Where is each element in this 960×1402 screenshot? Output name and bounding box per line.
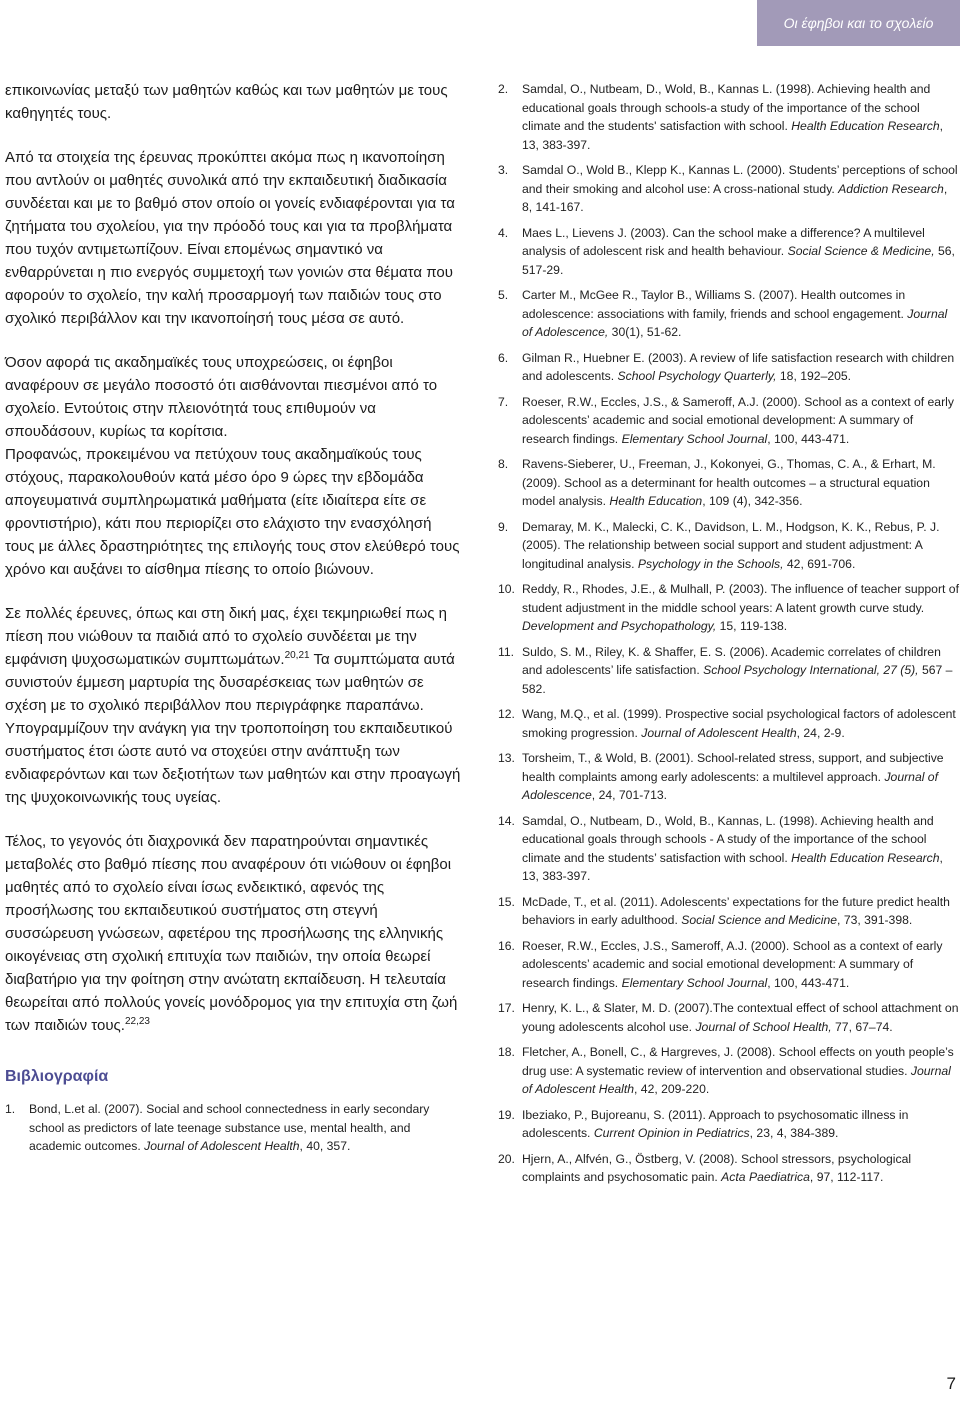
reference-number: 5. — [498, 288, 509, 302]
reference-body: Henry, K. L., & Slater, M. D. (2007).The contextual effect of school attachment on young adolescents alcohol use. — [522, 1001, 959, 1034]
reference-body: Roeser, R.W., Eccles, J.S., & Sameroff, A.J. (2000). School as a context of early adolescents’ academic and social emotional development: A summary of research findings. — [522, 394, 954, 446]
reference-number: 13. — [498, 751, 515, 765]
reference-body: Samdal, O., Nutbeam, D., Wold, B., Kannas L. (1998). Achieving health and educational goals through schools-a study of the importance of the school climate and the students' satisfaction with school. — [522, 82, 931, 133]
reference-tail: , 24, 701-713. — [591, 788, 668, 802]
reference-number: 8. — [498, 457, 509, 471]
reference-journal: Elementary School Journal — [621, 975, 768, 990]
reference-tail: , 97, 112-117. — [809, 1170, 884, 1184]
reference-number: 18. — [498, 1045, 515, 1059]
body-paragraph — [5, 830, 463, 1037]
reference-text — [522, 518, 960, 574]
reference-text — [522, 705, 960, 742]
reference-text — [522, 286, 960, 342]
reference-text — [522, 1150, 960, 1187]
citation-superscript: 22,23 — [124, 1016, 150, 1027]
reference-journal: School Psychology Quarterly, — [617, 369, 777, 383]
reference-item — [5, 1100, 463, 1156]
reference-body: Bond, L.et al. (2007). Social and school connectedness in early secondary school as predictors of late teenage substance use, mental health, and academic outcomes. — [29, 1102, 430, 1153]
reference-text — [522, 349, 960, 386]
reference-tail: , 109 (4), 342-356. — [702, 494, 803, 508]
reference-item — [498, 999, 960, 1036]
reference-journal: Health Education Research — [791, 119, 940, 133]
reference-item — [498, 455, 960, 511]
body-text: Τα συμπτώματα αυτά συνιστούν έμμεση μαρτυρία της δυσαρέσκειας των μαθητών σε σχέση με το σχολικό περιβάλλον που περιγράφηκε παραπάνω. Υπογραμμίζουν την ανάγκη για την τροποποίηση του εκπαιδευτικού συστήματος έτσι ώστε αυτό να στοχεύει στην ανάπτυξη των ενδιαφερόντων και των δεξιοτήτων των μαθητών και στην προαγωγή της ψυχοκοινωνικής τους υγείας. — [5, 651, 461, 806]
reference-body: Ibeziako, P., Bujoreanu, S. (2011). Approach to psychosomatic illness in adolescents. — [522, 1107, 909, 1140]
reference-tail: 15, 119-138. — [716, 619, 788, 633]
reference-body: Samdal O., Wold B., Klepp K., Kannas L. (2000). Students’ perceptions of school and their smoking and alcohol use: A cross-national study. — [522, 163, 958, 196]
reference-body: Torsheim, T., & Wold, B. (2001). School-related stress, support, and subjective health complaints among early adolescents: a multilevel approach. — [522, 751, 944, 784]
citation-superscript: 20,21 — [284, 650, 310, 661]
reference-tail: , 100, 443-471. — [767, 975, 850, 990]
reference-text — [522, 1043, 960, 1099]
reference-journal: Psychology in the Schools, — [637, 556, 784, 571]
reference-journal: Health Education — [609, 494, 703, 508]
reference-tail: , 13, 383-397. — [522, 119, 944, 152]
reference-tail: , 73, 391-398. — [837, 913, 913, 927]
reference-item — [498, 1043, 960, 1099]
reference-journal: Health Education Research — [791, 850, 940, 865]
reference-body: Gilman R., Huebner E. (2003). A review of life satisfaction research with children and adolescents. — [522, 350, 955, 383]
reference-item — [498, 518, 960, 574]
reference-number: 3. — [498, 163, 509, 177]
reference-item — [498, 80, 960, 154]
reference-journal: Journal of Adolescence — [522, 769, 938, 802]
reference-journal: Development and Psychopathology, — [522, 619, 717, 633]
reference-journal: Social Science and Medicine — [681, 913, 838, 927]
reference-item — [498, 349, 960, 386]
left-column — [5, 79, 463, 1156]
body-text: Τέλος, το γεγονός ότι διαχρονικά δεν παρατηρούνται σημαντικές μεταβολές στο βαθμό πίεσης που αναφέρουν ότι νιώθουν οι έφηβοι μαθητές από το σχολείο είναι ίσως ενδεικτικό, αφενός της προσήλωσης του εκπαιδευτικού συστήματος στη στεγνή συσσώρευση γνώσεων, αφετέρου της προσήλωσης της ελληνικής οικογένειας στη σχολική επιτυχία των παιδιών, την οποία θεωρεί διαβατήριο για την φοίτηση στην ανώτατη εκπαίδευση. Η τελευταία θεωρείται από πολλούς γονείς μονόδρομος για την επιτυχία στη ζωή των παιδιών τους. — [5, 833, 458, 1034]
reference-journal: Journal of Adolescent Health — [641, 725, 797, 740]
reference-number: 15. — [498, 894, 515, 909]
reference-number: 20. — [498, 1151, 515, 1166]
reference-tail: 77, 67–74. — [831, 1019, 893, 1034]
reference-number: 17. — [498, 1001, 515, 1015]
reference-journal: Acta Paediatrica — [721, 1170, 810, 1184]
reference-number: 1. — [5, 1102, 16, 1116]
reference-list — [498, 80, 960, 1187]
reference-number: 12. — [498, 707, 515, 721]
reference-tail: , 13, 383-397. — [522, 850, 943, 883]
reference-journal: Journal of Adolescence, — [522, 306, 948, 339]
reference-item — [498, 893, 960, 930]
reference-number: 14. — [498, 813, 515, 828]
reference-text — [522, 224, 960, 280]
reference-journal: Journal of Adolescent Health — [522, 1063, 951, 1096]
reference-item — [498, 393, 960, 449]
reference-journal: Elementary School Journal — [621, 431, 768, 446]
running-header-title: Οι έφηβοι και το σχολείο — [783, 15, 934, 31]
reference-text — [522, 1106, 960, 1143]
reference-text — [522, 455, 960, 511]
reference-tail: 18, 192–205. — [776, 369, 852, 383]
reference-body: Hjern, A., Alfvén, G., Östberg, V. (2008). School stressors, psychological complaints and psychosomatic pain. — [522, 1151, 912, 1184]
reference-text — [522, 749, 960, 805]
reference-tail: 42, 691-706. — [783, 556, 856, 571]
reference-text — [522, 580, 960, 636]
reference-body: Demaray, M. K., Malecki, C. K., Davidson, L. M., Hodgson, K. K., Rebus, P. J. (2005). The relationship between social support and student adjustment: A longitudinal analysis. — [522, 519, 940, 571]
reference-number: 9. — [498, 519, 509, 534]
reference-text — [522, 393, 960, 449]
reference-journal: Social Science & Medicine, — [787, 244, 935, 258]
reference-tail: , 23, 4, 384-389. — [749, 1126, 839, 1140]
running-header — [757, 0, 960, 46]
body-text: Σε πολλές έρευνες, όπως και στη δική μας, έχει τεκμηριωθεί πως η πίεση που νιώθουν τα παιδιά από το σχολείο συνδέεται με την εμφάνιση ψυχοσωματικών συμπτωμάτων. — [5, 605, 447, 668]
reference-number: 7. — [498, 394, 509, 409]
reference-number: 2. — [498, 82, 509, 96]
reference-text — [522, 80, 960, 154]
reference-tail: 30(1), 51-62. — [608, 325, 682, 339]
reference-item — [498, 749, 960, 805]
body-paragraph: Όσον αφορά τις ακαδημαϊκές τους υποχρεώσεις, οι έφηβοι αναφέρουν σε μεγάλο ποσοστό ότι αισθάνονται πιεσμένοι από το σχολείο. Εντούτοις στην πλειονότητά τους επιθυμούν να σπουδάσουν, κυρίως τα κορίτσια. — [5, 354, 438, 440]
reference-body: Fletcher, A., Bonell, C., & Hargreves, J. (2008). School effects on youth people’s drug use: A systematic review of intervention and observational studies. — [522, 1045, 954, 1078]
reference-text — [522, 999, 960, 1036]
reference-item — [498, 937, 960, 993]
reference-number: 11. — [498, 644, 515, 659]
reference-body: Wang, M.Q., et al. (1999). Prospective social psychological factors of adolescent smoking progression. — [522, 707, 956, 740]
reference-body: Reddy, R., Rhodes, J.E., & Mulhall, P. (2003). The influence of teacher support of student adjustment in the middle school years: A latent growth curve study. — [522, 582, 959, 615]
reference-tail: 567 – 582. — [522, 663, 953, 696]
reference-item — [498, 1106, 960, 1143]
reference-number: 16. — [498, 938, 515, 953]
reference-number: 19. — [498, 1107, 515, 1122]
reference-journal: Current Opinion in Pediatrics — [593, 1126, 750, 1140]
reference-body: Suldo, S. M., Riley, K. & Shaffer, E. S. (2006). Academic correlates of children and adolescents’ life satisfaction. — [522, 644, 941, 677]
reference-item — [498, 1150, 960, 1187]
reference-journal: Journal of Adolescent Health — [144, 1139, 300, 1153]
bibliography-heading: Βιβλιογραφία — [5, 1068, 109, 1085]
reference-text — [522, 161, 960, 217]
reference-tail: , 100, 443-471. — [767, 431, 850, 446]
reference-journal: Addiction Research — [838, 181, 944, 196]
reference-number: 4. — [498, 225, 509, 240]
reference-body: Carter M., McGee R., Taylor B., Williams S. (2007). Health outcomes in adolescence: associations with family, friends and school engagement. — [522, 288, 908, 321]
reference-text — [522, 812, 960, 886]
reference-tail: , 42, 209-220. — [634, 1082, 710, 1096]
reference-tail: , 8, 141-167. — [522, 181, 948, 214]
body-paragraph: επικοινωνίας μεταξύ των μαθητών καθώς και των μαθητών με τους καθηγητές τους. — [5, 82, 448, 122]
reference-number: 10. — [498, 582, 515, 596]
reference-number: 6. — [498, 350, 509, 365]
reference-text — [29, 1100, 463, 1156]
reference-body: Maes L., Lievens J. (2003). Can the school make a difference? A multilevel analysis of adolescent risk and health behaviour. — [522, 225, 925, 258]
reference-item — [498, 580, 960, 636]
reference-tail: , 40, 357. — [299, 1139, 351, 1153]
body-paragraph: Προφανώς, προκειμένου να πετύχουν τους ακαδημαϊκούς τους στόχους, παρακολουθούν κατά μέσο όρο 9 ώρες την εβδομάδα απογευματινά συμπληρωματικά μαθήματα (είτε ιδιαίτερα είτε σε φροντιστήριο), κάτι που περιορίζει στο ελάχιστο την ενασχόλησή τους με άλλες δραστηριότητες της επιλογής τους στον ελεύθερό τους χρόνο και αυξάνει το αίσθημα πίεσης το οποίο βιώνουν. — [5, 446, 460, 578]
reference-item — [498, 286, 960, 342]
reference-body: Roeser, R.W., Eccles, J.S., Sameroff, A.J. (2000). School as a context of early adolescents’ academic and social emotional development: A summary of research findings. — [522, 938, 943, 990]
reference-item — [498, 705, 960, 742]
reference-text — [522, 893, 960, 930]
reference-list — [5, 1100, 463, 1156]
reference-body: Samdal, O., Nutbeam, D., Wold, B., Kannas, L. (1998). Achieving health and educational goals through schools - A study of the importance of the school climate and the students’ satisfaction with school. — [522, 813, 934, 865]
reference-journal: Journal of School Health, — [695, 1019, 832, 1034]
body-paragraph: Από τα στοιχεία της έρευνας προκύπτει ακόμα πως η ικανοποίηση που αντλούν οι μαθητές συνολικά από την εκπαιδευτική διαδικασία συνδέεται και με το βαθμό στον οποίο οι γονείς ενδιαφέρονται για τα ζητήματα του σχολείου, για την πρόοδό τους και για τα προβλήματα που τυχόν αντιμετωπίζουν. Είναι επομένως σημαντικό να ενθαρρύνεται η πιο ενεργός συμμετοχή των γονιών στα θέματα που αφορούν το σχολείο, την καλή προσαρμογή των παιδιών τους στο σχολικό περιβάλλον και την ικανοποίησή τους μέσα σε αυτό. — [5, 149, 455, 327]
reference-text — [522, 643, 960, 699]
reference-tail: , 24, 2-9. — [796, 725, 845, 740]
body-paragraph — [5, 602, 463, 809]
reference-body: McDade, T., et al. (2011). Adolescents’ expectations for the future predict health behaviors in early adulthood. — [522, 894, 950, 927]
reference-item — [498, 812, 960, 886]
reference-item — [498, 643, 960, 699]
page-number: 7 — [946, 1374, 956, 1393]
reference-item — [498, 161, 960, 217]
reference-item — [498, 224, 960, 280]
reference-journal: School Psychology International, 27 (5), — [703, 663, 919, 677]
reference-text — [522, 937, 960, 993]
reference-tail: 56, 517-29. — [522, 244, 955, 277]
reference-body: Ravens-Sieberer, U., Freeman, J., Kokonyei, G., Thomas, C. A., & Erhart, M. (2009). School as a determinant for health outcomes – a structural equation model analysis. — [522, 457, 936, 508]
right-column — [498, 80, 960, 1194]
